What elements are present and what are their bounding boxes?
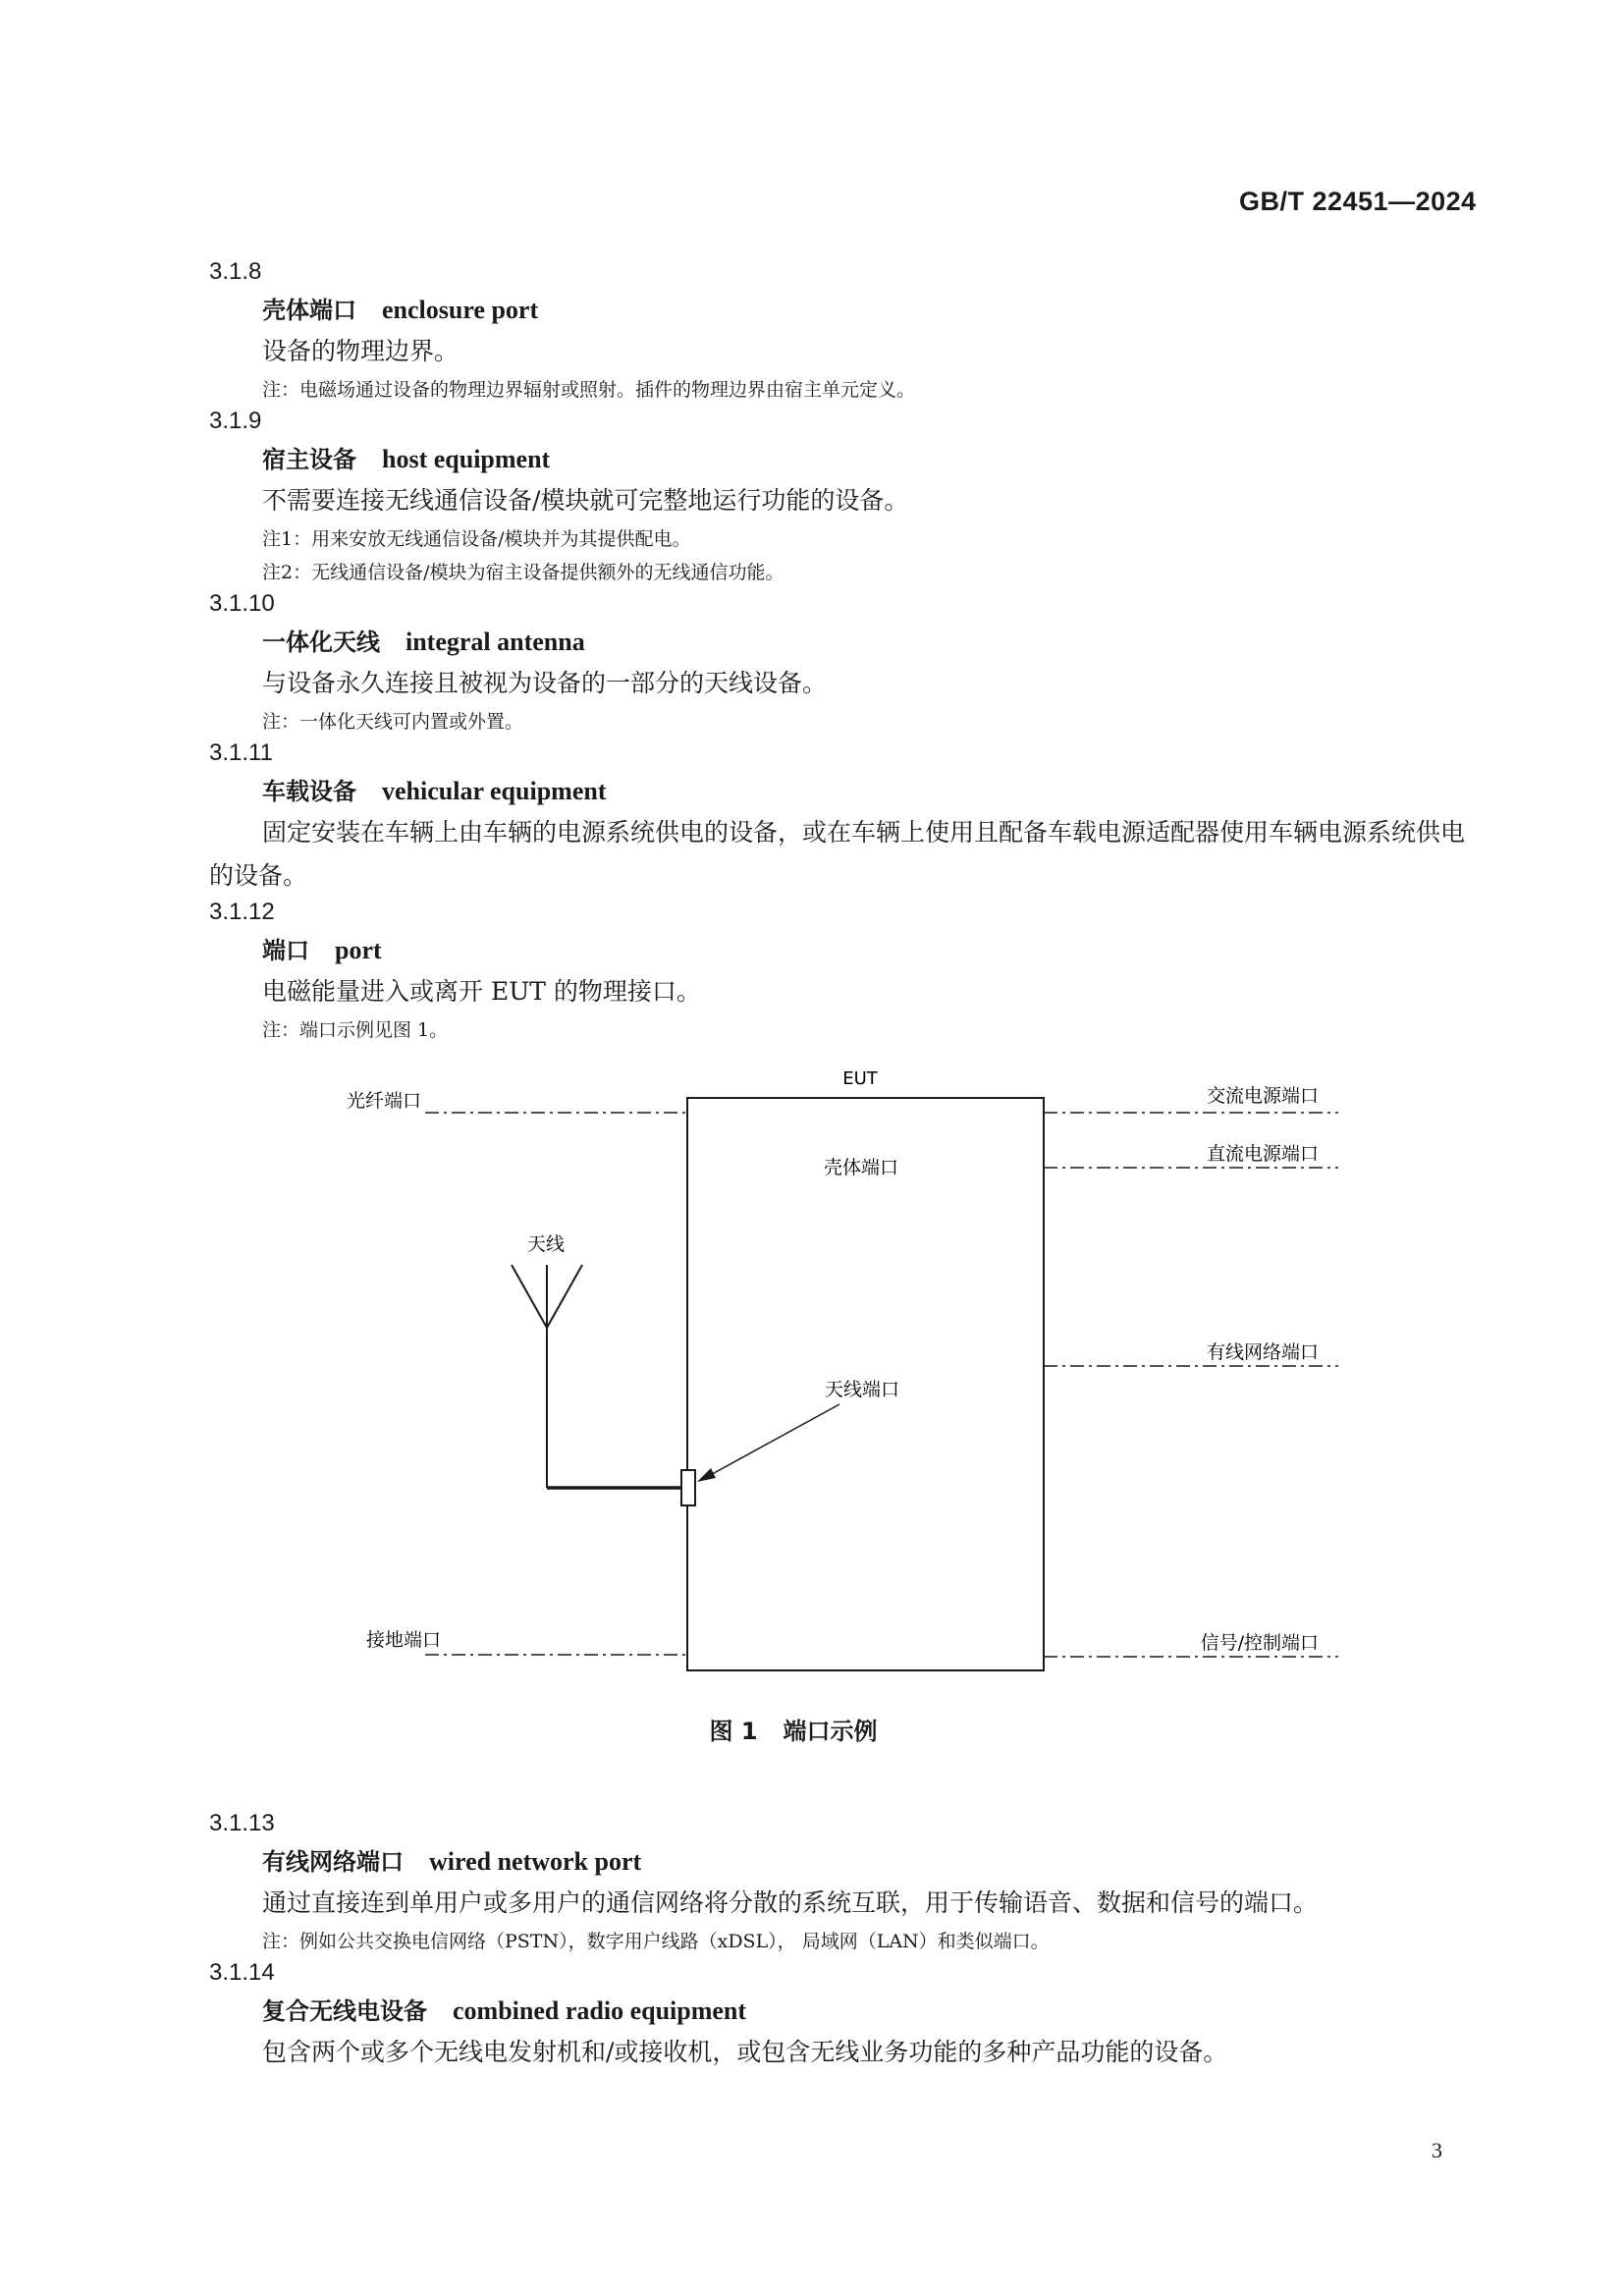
term-en: integral antenna [406,628,585,656]
port-example-figure [209,1047,1486,1715]
antenna-port-connector [681,1470,695,1505]
enclosure-port-label: 壳体端口 [823,1157,899,1178]
definition: 不需要连接无线通信设备/模块就可完整地运行功能的设备。 [262,486,909,515]
standard-number: GB/T 22451—2024 [1239,187,1477,216]
clause-number: 3.1.13 [209,1810,275,1836]
figure-number: 图 1 [709,1718,758,1745]
note: 注：电磁场通过设备的物理边界辐射或照射。插件的物理边界由宿主单元定义。 [262,379,916,401]
fiber-port-label: 光纤端口 [347,1090,422,1112]
antenna-port-arrow [697,1404,839,1482]
term-zh: 壳体端口 [262,297,356,324]
eut-label: EUT [842,1068,878,1089]
antenna-label: 天线 [526,1233,566,1255]
clause-number: 3.1.8 [209,258,262,285]
clause-number: 3.1.10 [209,590,275,617]
clause-number: 3.1.9 [209,408,262,434]
page-number: 3 [1432,2138,1442,2162]
definition: 通过直接连到单用户或多用户的通信网络将分散的系统互联，用于传输语音、数据和信号的端口。 [262,1888,1319,1917]
term-en: wired network port [429,1847,642,1876]
term-en: vehicular equipment [382,777,607,805]
term-zh: 一体化天线 [262,629,380,656]
term-heading [262,768,1486,811]
figure-title: 端口示例 [783,1718,878,1745]
term-zh: 有线网络端口 [262,1848,404,1876]
figure-caption [101,1715,1486,1809]
term-heading [262,927,1486,970]
antenna-icon [512,1265,681,1488]
term-heading [262,619,1486,662]
definition: 与设备永久连接且被视为设备的一部分的天线设备。 [262,669,828,697]
note: 注2：无线通信设备/模块为宿主设备提供额外的无线通信功能。 [262,562,784,583]
ground-port-label: 接地端口 [366,1629,442,1651]
note: 注1：用来安放无线通信设备/模块并为其提供配电。 [262,528,691,550]
clause-number: 3.1.12 [209,899,275,925]
term-heading [262,436,1486,479]
definition: 设备的物理边界。 [262,337,460,365]
definition: 固定安装在车辆上由车辆的电源系统供电的设备，或在车辆上使用且配备车载电源适配器使用车辆电源系统供电的设备。 [209,818,1466,890]
ac-power-port-label: 交流电源端口 [1206,1085,1319,1107]
definition: 包含两个或多个无线电发射机和/或接收机，或包含无线业务功能的多种产品功能的设备。 [262,2038,1228,2066]
clause-number: 3.1.14 [209,1959,275,1986]
note: 注：一体化天线可内置或外置。 [262,711,524,733]
definition: 电磁能量进入或离开 EUT 的物理接口。 [262,977,701,1006]
term-en: combined radio equipment [453,1996,747,2025]
signal-control-port-label: 信号/控制端口 [1200,1632,1319,1654]
term-en: port [335,936,382,964]
note: 注：端口示例见图 1。 [262,1019,449,1041]
dc-power-port-label: 直流电源端口 [1206,1143,1319,1165]
term-heading [262,1838,1486,1882]
term-zh: 车载设备 [262,778,356,805]
term-zh: 宿主设备 [262,446,356,473]
term-heading [262,287,1486,330]
term-zh: 复合无线电设备 [262,1997,427,2025]
term-zh: 端口 [262,937,309,964]
term-en: host equipment [382,445,551,473]
port-diagram [209,1047,1486,1715]
wired-network-port-label: 有线网络端口 [1206,1341,1319,1363]
document-body [209,257,1486,2074]
antenna-port-label: 天线端口 [824,1379,900,1400]
clause-number: 3.1.11 [209,739,273,766]
note: 注：例如公共交换电信网络（PSTN），数字用户线路（xDSL）， 局域网（LAN）和类似端口。 [262,1931,1050,1952]
term-heading [262,1988,1486,2031]
term-en: enclosure port [382,296,539,324]
